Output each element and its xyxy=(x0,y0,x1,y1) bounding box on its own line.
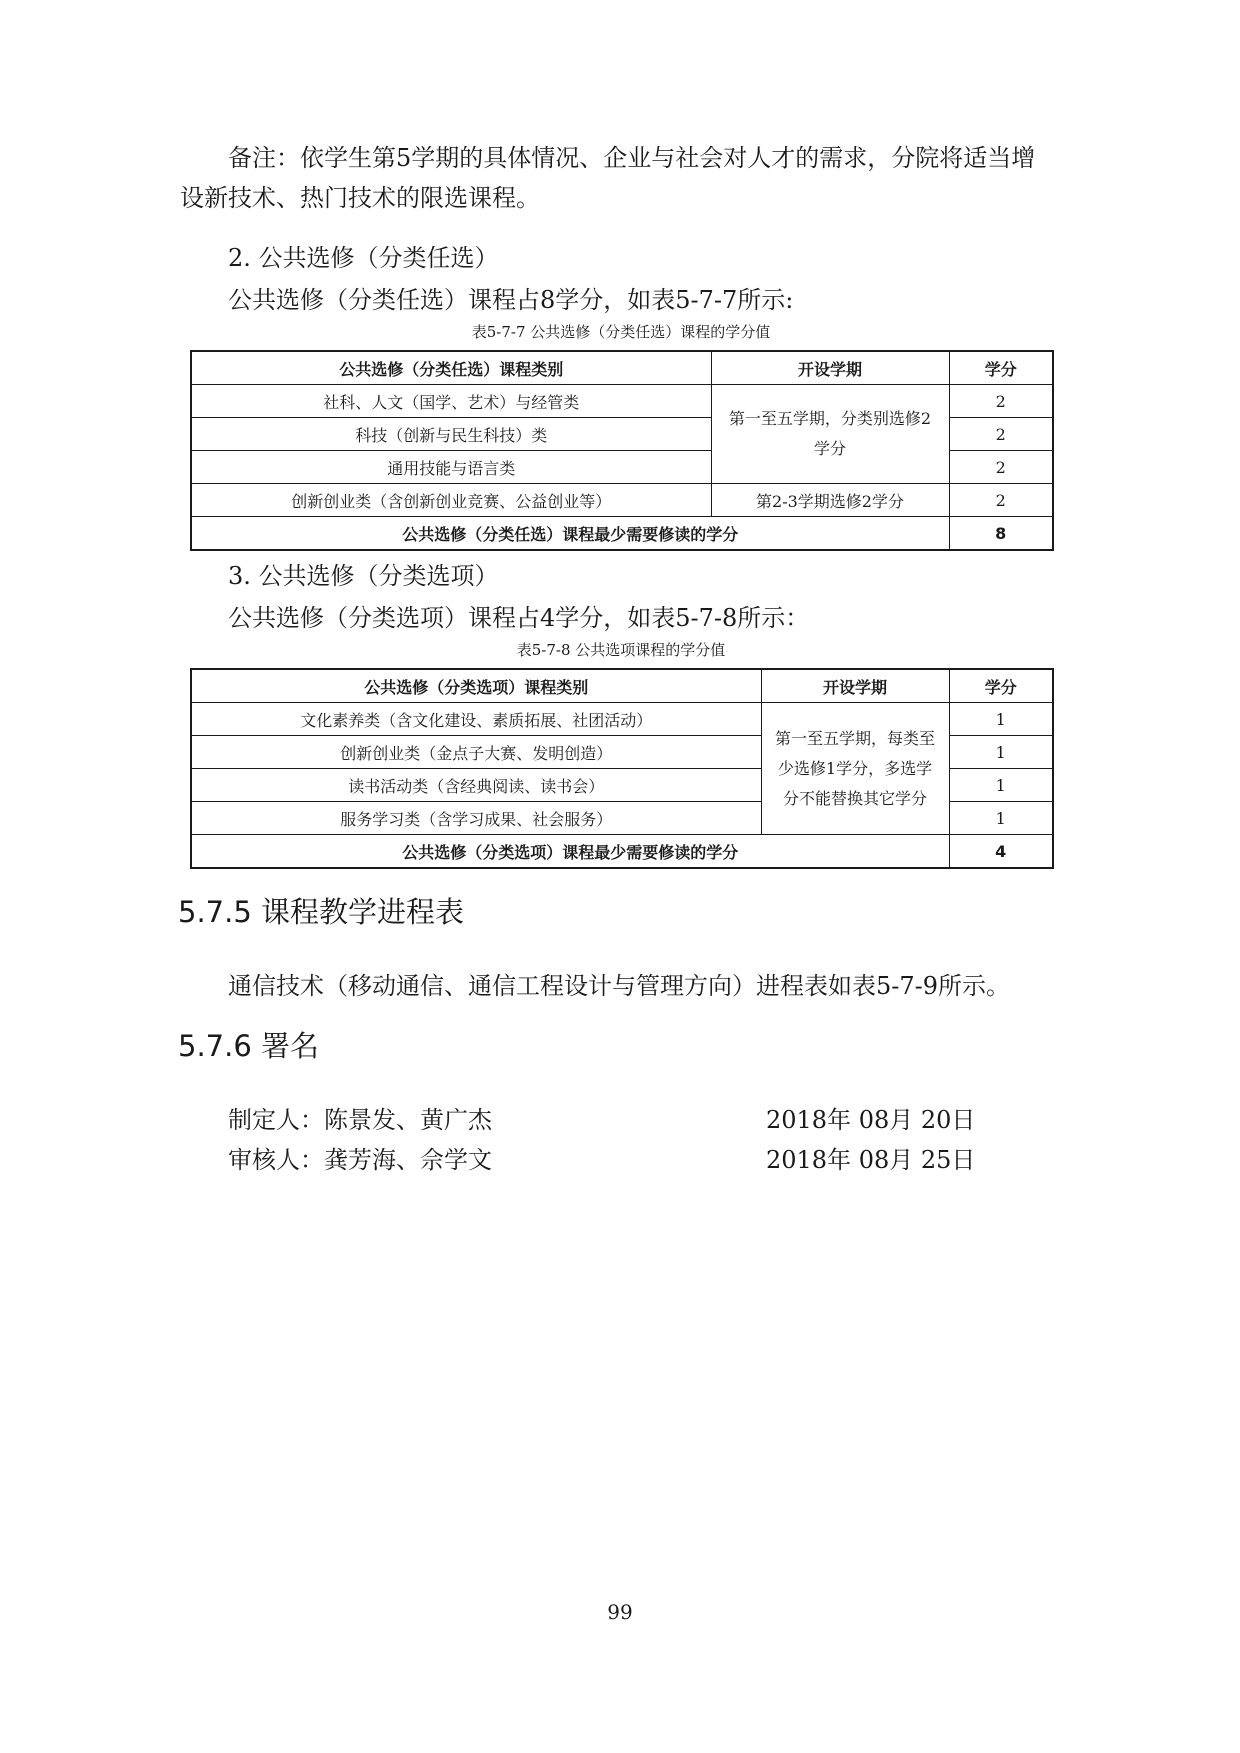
note-line-2: 设新技术、热门技术的限选课程。 xyxy=(180,184,540,212)
row-category: 创新创业类（含创新创业竞赛、公益创业等） xyxy=(191,484,711,517)
total-label: 公共选修（分类选项）课程最少需要修读的学分 xyxy=(191,835,949,869)
table-header-row xyxy=(191,351,1053,385)
table-total-row xyxy=(191,517,1053,551)
signer-reviewer-date: 2018年 08月 25日 xyxy=(766,1146,976,1174)
header-credit: 学分 xyxy=(949,669,1053,703)
row-credit: 2 xyxy=(949,418,1053,451)
table-1 xyxy=(190,350,1054,551)
total-value: 8 xyxy=(949,517,1053,551)
section-3-intro: 公共选修（分类选项）课程占4学分，如表5-7-8所示： xyxy=(228,604,810,632)
table-row xyxy=(191,484,1053,517)
row-credit: 2 xyxy=(949,451,1053,484)
header-semester: 开设学期 xyxy=(711,351,949,385)
row-category: 文化素养类（含文化建设、素质拓展、社团活动） xyxy=(191,703,761,736)
row-semester-merged: 第一至五学期，分类别选修2学分 xyxy=(711,385,949,484)
row-credit: 1 xyxy=(949,802,1053,835)
section-5-7-6-heading: 5.7.6 署名 xyxy=(178,1029,320,1063)
section-3-heading: 3. 公共选修（分类选项） xyxy=(228,562,499,590)
table-row xyxy=(191,703,1053,736)
section-2-intro: 公共选修（分类任选）课程占8学分，如表5-7-7所示: xyxy=(228,286,794,314)
signer-drafter: 制定人：陈景发、黄广杰 xyxy=(228,1106,492,1134)
row-credit: 1 xyxy=(949,703,1053,736)
signer-reviewer: 审核人：龚芳海、佘学文 xyxy=(228,1146,492,1174)
table-total-row xyxy=(191,835,1053,869)
header-category: 公共选修（分类选项）课程类别 xyxy=(191,669,761,703)
row-semester: 第2-3学期选修2学分 xyxy=(711,484,949,517)
row-category: 社科、人文（国学、艺术）与经管类 xyxy=(191,385,711,418)
total-value: 4 xyxy=(949,835,1053,869)
row-category: 科技（创新与民生科技）类 xyxy=(191,418,711,451)
header-semester: 开设学期 xyxy=(761,669,949,703)
row-credit: 2 xyxy=(949,484,1053,517)
table-1-caption: 表5-7-7 公共选修（分类任选）课程的学分值 xyxy=(471,323,771,341)
table-2-caption: 表5-7-8 公共选项课程的学分值 xyxy=(516,641,726,659)
total-label: 公共选修（分类任选）课程最少需要修读的学分 xyxy=(191,517,949,551)
section-5-7-5-text: 通信技术（移动通信、通信工程设计与管理方向）进程表如表5-7-9所示。 xyxy=(228,972,1011,1000)
table-row xyxy=(191,385,1053,418)
section-5-7-5-heading: 5.7.5 课程教学进程表 xyxy=(178,895,465,929)
row-credit: 2 xyxy=(949,385,1053,418)
row-semester-merged: 第一至五学期，每类至少选修1学分，多选学分不能替换其它学分 xyxy=(761,703,949,835)
row-category: 服务学习类（含学习成果、社会服务） xyxy=(191,802,761,835)
header-credit: 学分 xyxy=(949,351,1053,385)
row-category: 创新创业类（金点子大赛、发明创造） xyxy=(191,736,761,769)
header-category: 公共选修（分类任选）课程类别 xyxy=(191,351,711,385)
row-credit: 1 xyxy=(949,769,1053,802)
page-number: 99 xyxy=(607,1600,633,1624)
row-category: 读书活动类（含经典阅读、读书会） xyxy=(191,769,761,802)
note-line-1: 备注：依学生第5学期的具体情况、企业与社会对人才的需求，分院将适当增 xyxy=(228,144,1036,172)
signer-drafter-date: 2018年 08月 20日 xyxy=(766,1106,976,1134)
table-2 xyxy=(190,668,1054,869)
row-credit: 1 xyxy=(949,736,1053,769)
row-category: 通用技能与语言类 xyxy=(191,451,711,484)
section-2-heading: 2. 公共选修（分类任选） xyxy=(228,244,499,272)
table-header-row xyxy=(191,669,1053,703)
